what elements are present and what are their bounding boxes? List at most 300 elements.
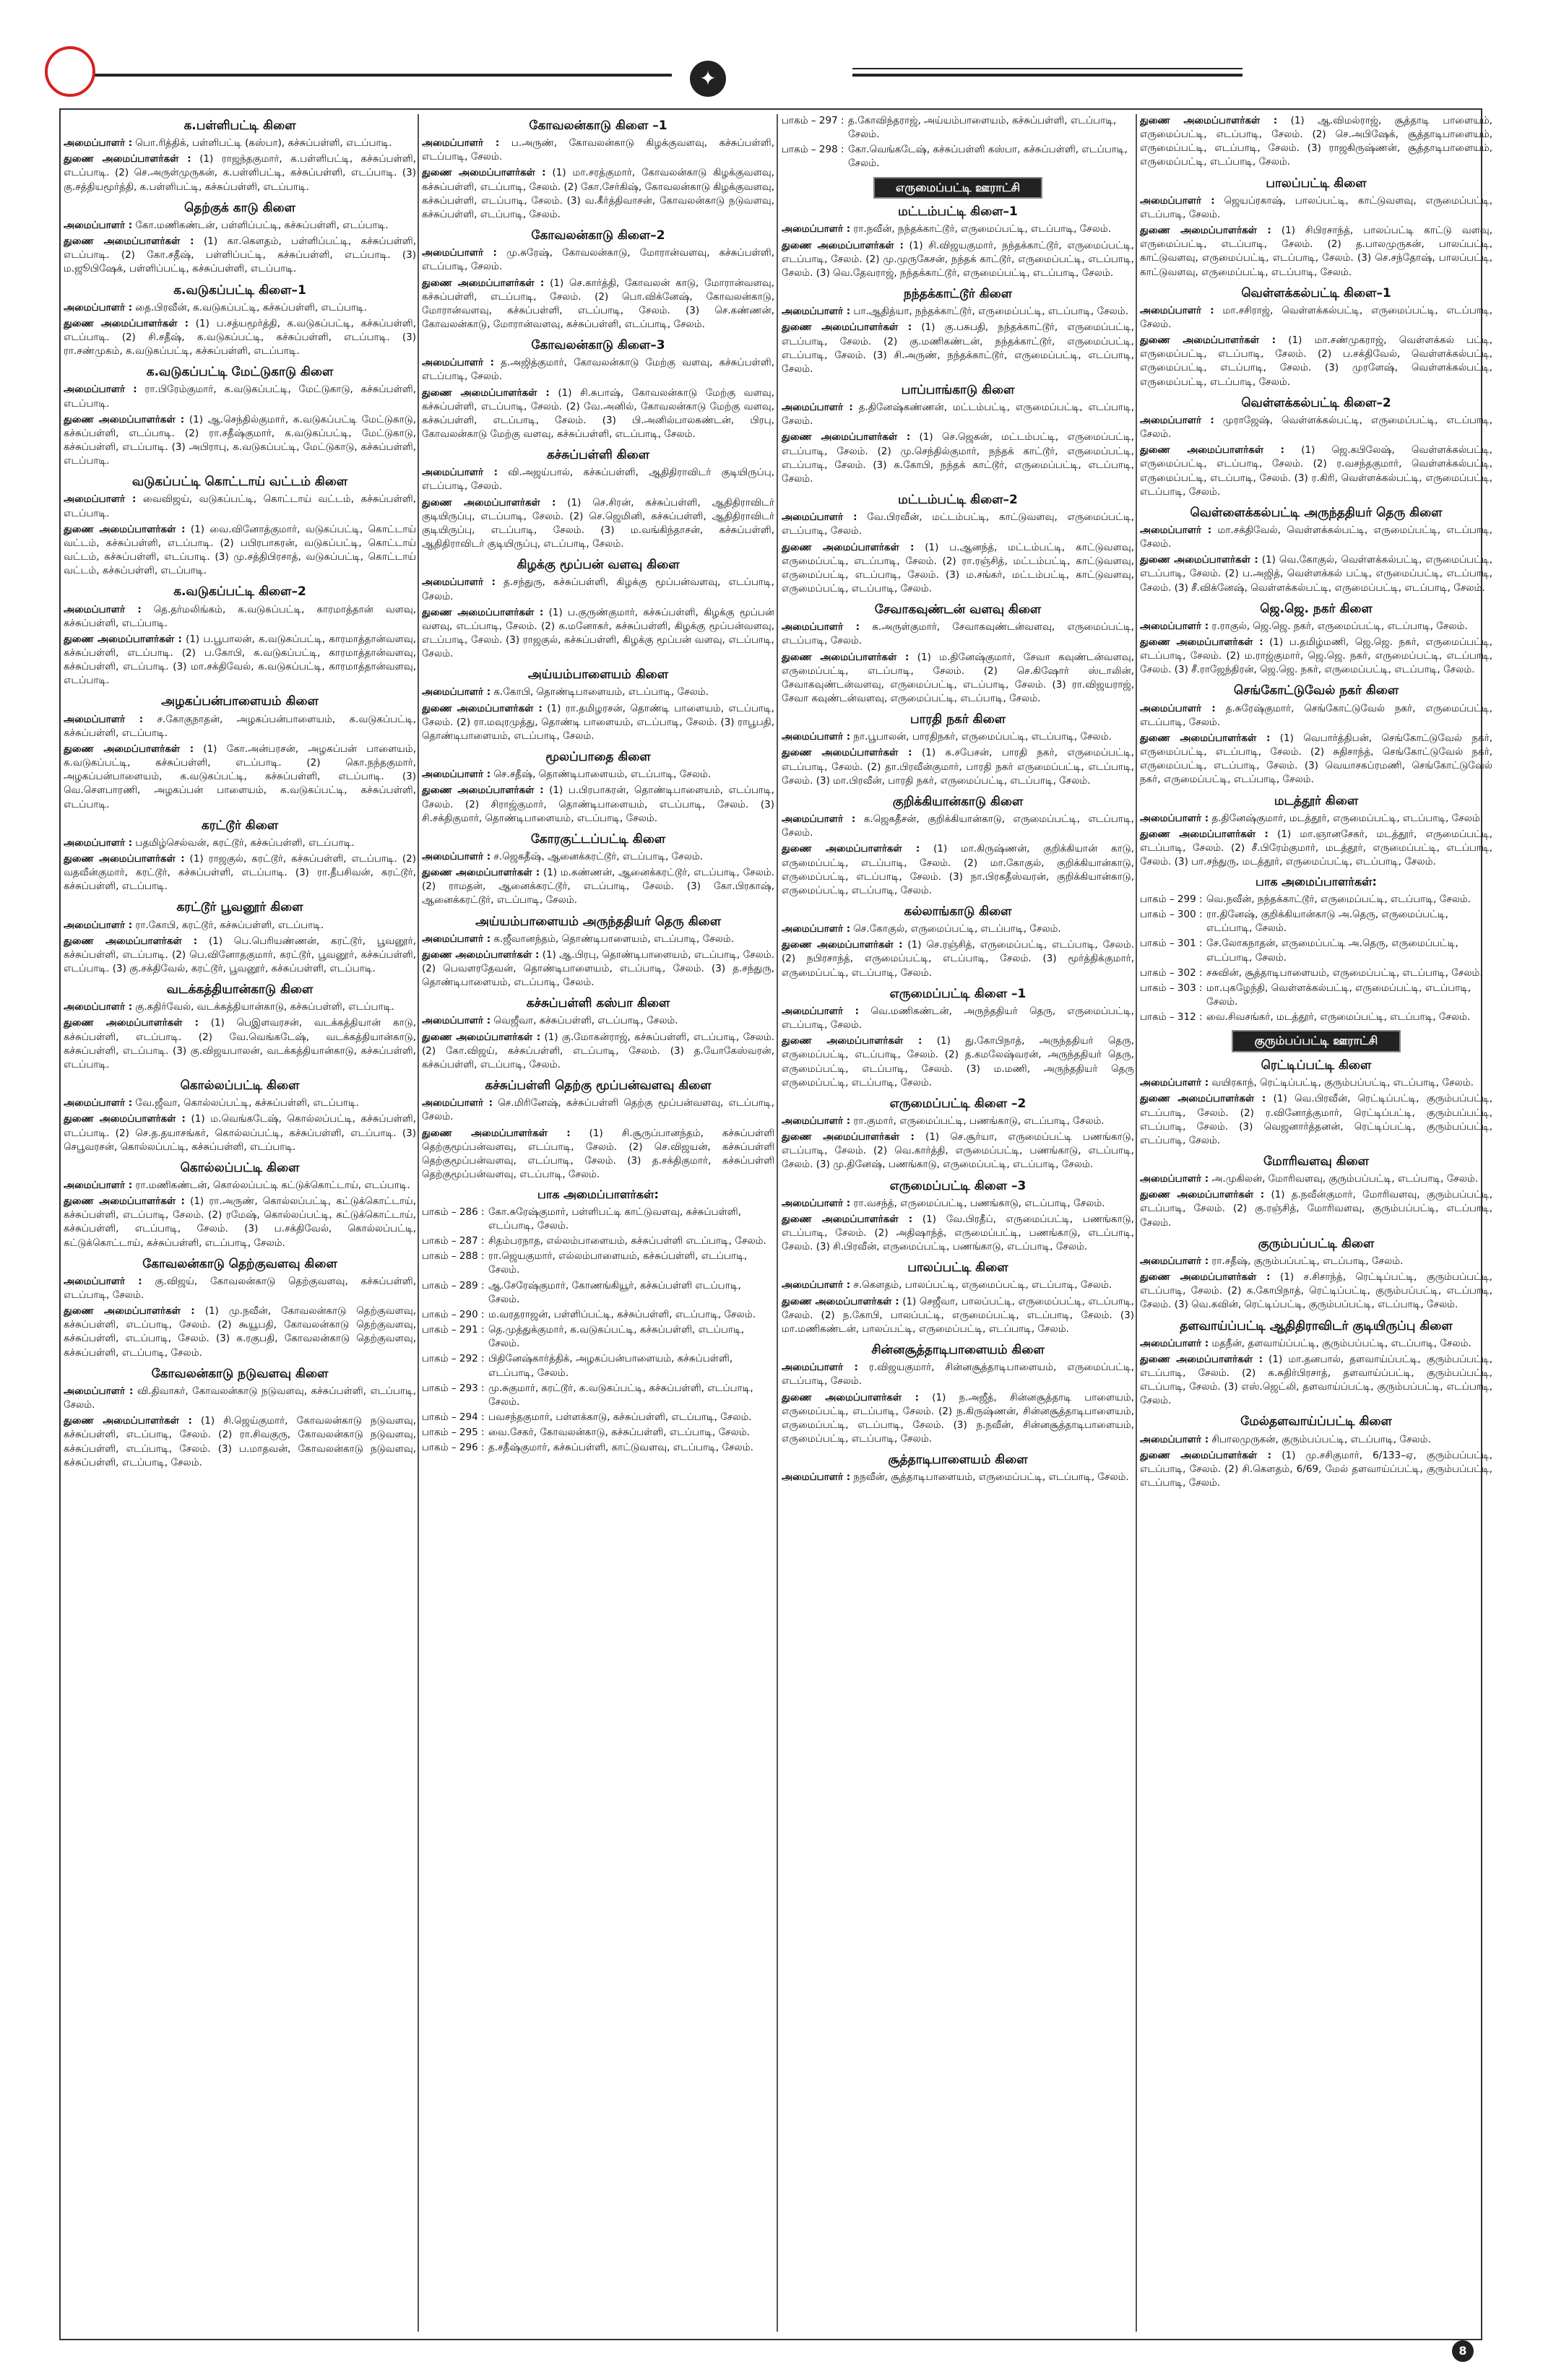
booth-number: பாகம் – 290 :	[422, 1308, 485, 1320]
member-entry	[1140, 304, 1492, 332]
member-entry	[1140, 1353, 1492, 1408]
member-entry	[1140, 224, 1492, 280]
member-text: (1) பெ.பெரியண்ணன், கரட்டூர், பூவனூர், கச்சுப்பள்ளி, எடப்பாடி. (2) பெ.வினோதகுமார், கரட்டூர், பூவனூர், கச்சுப்பள்ளி, எடப்பாடி. (3) கு.சக்திவேல், கரட்டூர், பூவனூர், கச்சுப்பள்ளி, எடப்பாடி.	[64, 935, 416, 974]
role-label: துணை அமைப்பாளர்கள் :	[782, 1131, 915, 1143]
member-text: (1) து.கோபிநாத், அருந்ததியர் தெரு, எருமைப்பட்டி, எடப்பாடி, சேலம். (2) த.கமலேஷ்வரன், அருந்ததியர் தெரு, எருமைப்பட்டி, எடப்பாடி, சேலம். (3) ம.மணி, அருந்ததியர் தெரு எருமைப்பட்டி, எடப்பாடி, சேலம்.	[782, 1035, 1134, 1089]
member-text: (1) ப.பிரபாகரன், தொண்டிபாளையம், எடப்பாடி, சேலம். (2) சிராஜ்குமார், தொண்டிபாளையம், எடப்பாடி, சேலம். (3) சி.சக்திகுமார், தொண்டிபாளையம், எடப்பாடி, சேலம்.	[422, 784, 774, 824]
header-rule-right	[852, 74, 1242, 77]
branch-title: மோரிவளவு கிளை	[1263, 1154, 1370, 1169]
role-label: அமைப்பாளர் :	[1140, 1337, 1209, 1349]
role-label: அமைப்பாளர் :	[64, 1179, 133, 1191]
role-label: துணை அமைப்பாளர்கள் :	[782, 939, 903, 951]
member-text: வி.அஜய்பால், கச்சுப்பள்ளி, ஆதிதிராவிடர் குடியிருப்பு, எடப்பாடி, சேலம்.	[422, 467, 774, 493]
booth-number: பாகம் – 303 :	[1140, 982, 1203, 994]
member-text: வே.பிரவீன், மட்டம்பட்டி, காட்டுவளவு, எருமைப்பட்டி, எடப்பாடி, சேலம்.	[782, 511, 1134, 537]
member-entry	[64, 1096, 416, 1110]
role-label: அமைப்பாளர் :	[1140, 620, 1209, 632]
member-entry	[422, 496, 774, 552]
branch-section	[1140, 114, 1492, 170]
role-label: துணை அமைப்பாளர்கள் :	[422, 784, 544, 797]
section-logo-circle	[45, 46, 95, 97]
role-label: துணை அமைப்பாளர்கள் :	[64, 743, 194, 755]
member-text: (1) ப.தமிழ்மணி, ஜெ.ஜெ. நகர், எருமைப்பட்டி, எடப்பாடி, சேலம். (2) ம.ராஜ்குமார், ஜெ.ஜெ. நகர், எருமைப்பட்டி, எடப்பாடி, சேலம். (3) சீ.ராஜேந்திரன், ஜெ.ஜெ. நகர், எருமைப்பட்டி, எடப்பாடி, சேலம்.	[1140, 636, 1492, 676]
member-text: மதநீன், தளவாய்ப்பட்டி, குரும்பப்பட்டி, எடப்பாடி, சேலம்.	[1211, 1337, 1471, 1349]
role-label: அமைப்பாளர் :	[64, 1275, 142, 1287]
role-label: துணை அமைப்பாளர்கள் :	[1140, 636, 1263, 648]
branch-section	[782, 985, 1134, 1090]
role-label: அமைப்பாளர் :	[782, 1005, 860, 1017]
member-text: த.சுரேஷ்குமார், செங்கோட்டுவேல் நகர், எருமைப்பட்டி, எடப்பாடி, சேலம்.	[1140, 702, 1492, 728]
member-text: (1) த.நவீன்குமார், மோரிவளவு, குரும்பப்பட்டி, எடப்பாடி, சேலம். (2) கு.ரஞ்சித், மோரிவளவு, குரும்பப்பட்டி, எடப்பாடி, சேலம்.	[1140, 1189, 1492, 1229]
member-text: த.சந்துரு, கச்சுப்பள்ளி, கிழக்கு மூப்பன்வளவு, எடப்பாடி, சேலம்.	[422, 576, 774, 602]
member-text: க.கோபி, தொண்டிபாளையம், எடப்பாடி, சேலம்.	[493, 686, 709, 698]
branch-title: எருமைப்பட்டி கிளை –1	[889, 986, 1026, 1001]
member-entry	[64, 743, 416, 812]
member-entry	[782, 922, 1134, 936]
role-label: அமைப்பாளர் :	[64, 384, 137, 396]
branch-section	[1140, 175, 1492, 280]
booth-number: பாகம் – 312 :	[1140, 1011, 1203, 1024]
branch-title: நந்தக்காட்டூர் கிளை	[903, 287, 1013, 302]
member-entry	[64, 1304, 416, 1360]
member-entry	[782, 730, 1134, 744]
branch-title: குறிக்கியான்காடு கிளை	[892, 794, 1024, 809]
booth-organizer: தெ.முத்துக்குமார், க.வடுகப்பட்டி, கச்சுப்பள்ளி, எடப்பாடி, சேலம்.	[488, 1324, 745, 1350]
branch-section	[64, 1077, 416, 1154]
role-label: அமைப்பாளர் :	[64, 1097, 133, 1109]
role-label: அமைப்பாளர் :	[64, 836, 133, 849]
booth-row	[422, 1426, 774, 1440]
member-entry	[422, 166, 774, 222]
member-entry	[64, 317, 416, 358]
branch-title: கோரகுட்டப்பட்டி கிளை	[530, 831, 666, 847]
branch-title: கோவலன்காடு கிளை–3	[531, 338, 665, 353]
branch-section	[782, 601, 1134, 706]
member-text: பா.ஆதித்யா, நந்தக்காட்டூர், எருமைப்பட்டி, எடப்பாடி, சேலம்.	[853, 306, 1129, 318]
branch-section	[64, 817, 416, 894]
booth-number: பாகம் – 287 :	[422, 1235, 485, 1247]
branch-section	[1140, 1235, 1492, 1312]
branch-title: எருமைப்பட்டி கிளை –3	[889, 1178, 1026, 1193]
booth-row	[1140, 982, 1492, 1009]
member-entry	[64, 836, 416, 850]
role-label: அமைப்பாளர் :	[782, 1362, 858, 1374]
member-text: செ.மிரினேஷ், கச்சுப்பள்ளி தெற்கு மூப்பன்வளவு, எடப்பாடி, சேலம்.	[422, 1097, 774, 1123]
booth-row	[422, 1234, 774, 1248]
member-entry	[1140, 524, 1492, 551]
role-label: துணை அமைப்பாளர்கள் :	[1140, 334, 1276, 347]
branch-title: வெள்ளைக்கல்பட்டி அருந்ததியர் தெரு கிளை	[1190, 505, 1443, 520]
role-label: துணை அமைப்பாளர்கள் :	[422, 167, 546, 179]
branch-section	[1140, 1153, 1492, 1230]
booth-row	[422, 1250, 774, 1277]
member-text: நா.பூபாலன், பாரதிநகர், எருமைப்பட்டி, எடப்பாடி, சேலம்.	[853, 731, 1112, 743]
branch-title: செங்கோட்டுவேல் நகர் கிளை	[1233, 683, 1399, 698]
booth-row	[1140, 966, 1492, 980]
role-label: துணை அமைப்பாளர்கள் :	[782, 843, 920, 855]
member-entry	[782, 1034, 1134, 1090]
booth-row	[1140, 908, 1492, 935]
role-label: துணை அமைப்பாளர்கள் :	[422, 496, 556, 509]
member-text: ச.கோகுநாதன், அழகப்பன்பாளையம், க.வடுகப்பட்டி, கச்சுப்பள்ளி, எடப்பாடி.	[64, 713, 416, 739]
role-label: அமைப்பாளர் :	[1140, 1433, 1209, 1445]
branch-title: கச்சுப்பள்ளி தெற்கு மூப்பன்வளவு கிளை	[485, 1078, 712, 1094]
branch-title: கரட்டூர் கிளை	[201, 818, 279, 833]
booth-organizer: பிதினேஷ்கார்த்திக், அழகப்பன்பாளையம், கச்சுப்பள்ளி, எடப்பாடி, சேலம்.	[488, 1353, 733, 1379]
booth-number: பாகம் – 294 :	[422, 1411, 485, 1424]
role-label: துணை அமைப்பாளர்கள் :	[64, 153, 191, 165]
booth-number: பாகம் – 301 :	[1140, 938, 1203, 950]
booth-row	[422, 1441, 774, 1455]
branch-section	[1140, 1413, 1492, 1490]
member-text: பொ.ரித்திக், பள்ளிபட்டி (கஸ்பா), கச்சுப்பள்ளி, எடப்பாடி.	[135, 137, 392, 150]
role-label: அமைப்பாளர் :	[64, 919, 133, 931]
header-rule-left	[94, 74, 672, 77]
role-label: அமைப்பாளர் :	[64, 1385, 134, 1397]
member-text: (1) சி.விஜயகுமார், நந்தக்காட்டூர், எருமைப்பட்டி, எடப்பாடி, சேலம். (2) மு.முருகேசன், நந்தக் காட்டூர், எருமைப்பட்டி, எடப்பாடி, சேலம். (3) வெ.தேவராஜ், நந்தக்காட்டூர், எருமைப்பட்டி, எடப்பாடி, சேலம்.	[782, 239, 1134, 279]
booth-row	[782, 114, 1134, 142]
member-entry	[422, 1096, 774, 1124]
role-label: அமைப்பாளர் :	[422, 247, 497, 259]
member-entry	[1140, 1449, 1492, 1490]
member-entry	[782, 1295, 1134, 1336]
booth-organizer: சிதம்பரநாத, எல்லம்பாளையம், கச்சுப்பள்ளி எடப்பாடி, சேலம்.	[488, 1235, 766, 1247]
member-entry	[1140, 553, 1492, 594]
branch-title: பாலப்பட்டி கிளை	[1266, 176, 1367, 191]
member-entry	[64, 633, 416, 688]
branch-section	[782, 1259, 1134, 1336]
branch-section	[64, 199, 416, 277]
role-label: துணை அமைப்பாளர்கள் :	[64, 633, 182, 645]
member-entry	[782, 511, 1134, 538]
member-text: வெ.மணிகண்டன், அருந்ததியர் தெரு, எருமைப்பட்டி, எடப்பாடி, சேலம்.	[782, 1005, 1134, 1031]
member-text: (1) கோ.அன்பரசன், அழகப்பன் பாளையம், க.வடுகப்பட்டி, கச்சுப்பள்ளி, எடப்பாடி. (2) கொ.நந்தகுமார், அழகப்பன்பாளையம், க.வடுகப்பட்டி, கச்சுப்பள்ளி, எடப்பாடி. (3) வெ.சௌபாரணி, அழகப்பன் பாளையம், க.வடுகப்பட்டி, கச்சுப்பள்ளி, எடப்பாடி.	[64, 743, 416, 810]
member-text: தெ.தர்மலிங்கம், க.வடுகப்பட்டி, காரமாத்தான் வளவு, கச்சுப்பள்ளி, எடப்பாடி.	[64, 603, 416, 629]
member-text: ர.ராகுல், ஜெ.ஜெ. நகர், எருமைப்பட்டி, எடப்பாடி, சேலம்.	[1211, 620, 1468, 632]
booth-organizer: ம.வரதராஜன், பள்ளிப்பட்டி, கச்சுப்பள்ளி, எடப்பாடி, சேலம்.	[488, 1308, 756, 1320]
member-text: ரா.நவீன், நந்தக்காட்டூர், எருமைப்பட்டி, எடப்பாடி, சேலம்.	[853, 223, 1112, 235]
branch-title: வெள்ளக்கல்பட்டி கிளை–1	[1241, 285, 1391, 300]
booth-organizer: பவசந்தகுமார், பள்ளக்காடு, கச்சுப்பள்ளி, எடப்பாடி, சேலம்.	[488, 1411, 752, 1424]
member-text: (1) மா.ஞானசேகர், மடத்தூர், எருமைப்பட்டி, எடப்பாடி, சேலம். (2) சீ.பிரேம்குமார், மடத்தூர், எருமைப்பட்டி, எடப்பாடி, சேலம். (3) பா.சந்துரு, மடத்தூர், எருமைப்பட்டி, எடப்பாடி, சேலம்.	[1140, 828, 1492, 868]
role-label: துணை அமைப்பாளர்கள் :	[1140, 554, 1258, 566]
member-text: (1) ப.குருண்குமார், கச்சுப்பள்ளி, கிழக்கு மூப்பன் வளவு, எடப்பாடி, சேலம். (2) க.மனோகர், கச்சுப்பள்ளி, கிழக்கு மூப்பன்வளவு, எடப்பாடி, சேலம். (3) ராஜகுல், கச்சுப்பள்ளி, கிழக்கு மூப்பன் வளவு, எடப்பாடி, சேலம்.	[422, 606, 774, 660]
member-text: (1) ராஜந்தகுமார், க.பள்ளிபட்டி, கச்சுப்பள்ளி, எடப்பாடி. (2) செ.அருள்முருகன், க.பள்ளிபட்டி, கச்சுப்பள்ளி, எடப்பாடி. (3) கு.சத்தியமூர்த்தி, க.பள்ளிபட்டி, கச்சுப்பள்ளி, எடப்பாடி.	[64, 153, 416, 193]
branch-title: கொல்லப்பட்டி கிளை	[180, 1160, 300, 1175]
member-entry	[422, 246, 774, 274]
member-entry	[64, 493, 416, 520]
member-entry	[422, 466, 774, 493]
branch-title: அய்யம்பாளையம் அருந்ததியர் தெரு கிளை	[475, 914, 722, 929]
column-divider-2	[777, 114, 778, 2332]
role-label: துணை அமைப்பாளர்கள் :	[782, 1391, 920, 1403]
role-label: அமைப்பாளர் :	[1140, 812, 1209, 824]
branch-title: சின்னசூத்தாடிபாளையம் கிளை	[871, 1343, 1045, 1358]
role-label: துணை அமைப்பாளர்கள் :	[1140, 1093, 1266, 1105]
role-label: அமைப்பாளர் :	[64, 493, 137, 506]
member-entry	[782, 1005, 1134, 1032]
member-text: (1) சி.சுபாஷ், கோவலன்காடு மேற்கு வளவு, கச்சுப்பள்ளி, எடப்பாடி, சேலம். (2) வே.அனில், கோவலன்காடு மேற்கு வளவு, கச்சுப்பள்ளி, எடப்பாடி, சேலம். (3) பி.அனில்பாலகண்டன், பிரபு, கோவலன்காடு மேற்கு வளவு, கச்சுப்பள்ளி, எடப்பாடி, சேலம்.	[422, 386, 774, 441]
member-text: (1) ஆ.பிரபு, தொண்டிபாளையம், எடப்பாடி, சேலம். (2) பெவளரதேவன், தொண்டிபாளையம், எடப்பாடி, சேலம். (3) த.சந்துரு, தொண்டிபாளையம், எடப்பாடி, சேலம்.	[422, 948, 774, 989]
booth-number: பாகம் – 302 :	[1140, 966, 1203, 979]
booth-number: பாகம் – 299 :	[1140, 893, 1203, 905]
member-entry	[64, 235, 416, 276]
member-entry	[1140, 334, 1492, 389]
member-text: (1) ஆ.செந்தில்குமார், க.வடுகப்பட்டி மேட்டுகாடு, கச்சுப்பள்ளி, எடப்பாடி. (2) ரா.சதீஷ்குமார், க.வடுகப்பட்டி, மேட்டுகாடு, கச்சுப்பள்ளி, எடப்பாடி. (3) அபிராபு, க.வடுகப்பட்டி, மேட்டுகாடு, கச்சுப்பள்ளி, எடப்பாடி.	[64, 413, 416, 467]
member-text: ச.கௌதம், பாலப்பட்டி, எருமைப்பட்டி, எடப்பாடி, சேலம்.	[853, 1279, 1112, 1291]
role-label: துணை அமைப்பாளர்கள் :	[1140, 1189, 1265, 1201]
member-entry	[64, 852, 416, 893]
role-label: அமைப்பாளர் :	[64, 137, 133, 150]
booth-organizer: மா.புகழேந்தி, வெள்ளக்கல்பட்டி, எருமைப்பட்டி, எடப்பாடி, சேலம்.	[1206, 982, 1471, 1008]
member-text: (1) ராஜகுல், கரட்டூர், கச்சுப்பள்ளி, எடப்பாடி. (2) வதவீன்குமார், கரட்டூர், கச்சுப்பள்ளி, எடப்பாடி. (3) ரா.தீபசிவன், கரட்டூர், கச்சுப்பள்ளி, எடப்பாடி.	[64, 852, 416, 893]
branch-section	[64, 473, 416, 578]
branch-title: கோவலன்காடு கிளை –1	[529, 118, 667, 133]
branch-section	[1140, 600, 1492, 678]
role-label: அமைப்பாளர் :	[64, 1001, 133, 1013]
member-text: (1) மா.கிருஷ்ணன், குறிக்கியான் காடு, எருமைப்பட்டி, எடப்பாடி, சேலம். (2) மா.கோகுல், குறிக்கியான்காடு, எருமைப்பட்டி, எடப்பாடி, சேலம். (3) நா.பிரகதீஸ்வரன், குறிக்கியான்காடு, எருமைப்பட்டி, எடப்பாடி, சேலம்.	[782, 843, 1134, 896]
member-text: கு.விஜய், கோவலன்காடு தெற்குவளவு, கச்சுப்பள்ளி, எடப்பாடி, சேலம்.	[64, 1275, 416, 1301]
branch-section	[64, 981, 416, 1072]
member-text: (1) சி.சூருப்பானந்தம், கச்சுப்பள்ளி தெற்குமூப்பன்வளவு, எடப்பாடி, சேலம். (2) செ.விஜயன், கச்சுப்பள்ளி தெற்குமூப்பன்வளவு, எடப்பாடி, சேலம். (3) த.சக்திகுமார், கச்சுப்பள்ளி தெற்குமூப்பன்வளவு, எடப்பாடி, சேலம்.	[422, 1127, 774, 1180]
role-label: துணை அமைப்பாளர்கள் :	[64, 1195, 185, 1208]
member-text: (1) ஆ.விமல்ராஜ், சூத்தாடி பாளையம், எருமைப்பட்டி, எடப்பாடி, சேலம். (2) செ.அபிஷேக், சூத்தாடிபாளையம், எருமைப்பட்டி, எடப்பாடி, சேலம். (3) ராஜகிருஷ்ணன், சூத்தாடிபாளையம், எருமைப்பட்டி, எடப்பாடி, சேலம்.	[1140, 115, 1492, 168]
role-label: அமைப்பாளர் :	[782, 621, 860, 633]
booth-number: பாகம் – 286 :	[422, 1206, 485, 1218]
role-label: அமைப்பாளர் :	[782, 1115, 851, 1127]
member-entry	[422, 932, 774, 946]
branch-section	[782, 1177, 1134, 1255]
role-label: துணை அமைப்பாளர்கள் :	[1140, 115, 1278, 126]
role-label: துணை அமைப்பாளர்கள் :	[782, 651, 909, 663]
role-label: அமைப்பாளர் :	[422, 467, 498, 479]
member-text: கு.கதிர்வேல், வடக்கத்தியான்காடு, கச்சுப்பள்ளி, எடப்பாடி.	[135, 1001, 394, 1013]
member-entry	[782, 305, 1134, 319]
member-entry	[64, 137, 416, 150]
role-label: அமைப்பாளர் :	[422, 850, 491, 862]
masthead-emblem: ✦	[690, 61, 726, 97]
branch-section	[422, 337, 774, 441]
booth-row	[782, 143, 1134, 170]
member-text: த.அஜித்குமார், கோவலன்காடு மேற்கு வளவு, கச்சுப்பள்ளி, எடப்பாடி, சேலம்.	[422, 357, 774, 383]
member-text: (1) செஜீவா, பாலப்பட்டி, எருமைப்பட்டி, எடப்பாடி, சேலம். (2) ந.கோபி, பாலப்பட்டி, எருமைப்பட்டி, எடப்பாடி, சேலம். (3) மா.மணிகண்டன், பாலப்பட்டி, எருமைப்பட்டி, எடப்பாடி, சேலம்.	[782, 1295, 1134, 1335]
member-entry	[422, 386, 774, 442]
booth-number: பாகம் – 295 :	[422, 1427, 485, 1439]
branch-title: கோவலன்காடு தெற்குவளவு கிளை	[142, 1256, 337, 1271]
branch-section	[64, 282, 416, 359]
member-text: முராஜேஷ், வெள்ளக்கல்பட்டி, எருமைப்பட்டி, எடப்பாடி, சேலம்.	[1140, 414, 1492, 441]
branch-title: சூத்தாடிபாளையம் கிளை	[888, 1453, 1028, 1468]
role-label: துணை அமைப்பாளர்கள் :	[64, 1113, 186, 1125]
branch-title: பாரதி நகர் கிளை	[909, 712, 1006, 727]
member-text: ரா.கோபி, கரட்டூர், கச்சுப்பள்ளி, எடப்பாடி.	[135, 919, 324, 931]
member-text: (1) கு.பசுபதி, நந்தக்காட்டூர், எருமைப்பட்டி, எடப்பாடி, சேலம். (2) கு.மணிகண்டன், நந்தக்காட்டூர், எருமைப்பட்டி, எடப்பாடி, சேலம். (3) சி.அருண், நந்தக்காட்டூர், எருமைப்பட்டி, எடப்பாடி, சேலம்.	[782, 321, 1134, 375]
member-text: செ.கோகுல், எருமைப்பட்டி, எடப்பாடி, சேலம்.	[853, 923, 1061, 935]
member-entry	[782, 321, 1134, 376]
member-text: (1) செ.கார்த்தி, கோவலன் காடு, மோரான்வளவு, கச்சுப்பள்ளி, எடப்பாடி, சேலம். (2) பொ.விக்னேஷ், கோவலன்காடு, மோரான்வளவு, கச்சுப்பள்ளி, எடப்பாடி, சேலம். (3) செ.கண்ணன், கோவலன்காடு, மோரான்வளவு, கச்சுப்பள்ளி, எடப்பாடி, சேலம்.	[422, 277, 774, 330]
role-label: துணை அமைப்பாளர்கள் :	[422, 277, 545, 289]
role-label: துணை அமைப்பாளர்கள் :	[422, 702, 543, 714]
member-text: ர.விஜயகுமார், சின்னசூத்தாடிபாளையம், எருமைப்பட்டி, எடப்பாடி, சேலம்.	[782, 1362, 1134, 1388]
member-text: (1) செ.ஜெகன், மட்டம்பட்டி, எருமைப்பட்டி, எடப்பாடி, சேலம். (2) மு.செந்தில்குமார், நந்தக் காட்டூர், எருமைப்பட்டி, எடப்பாடி, சேலம். (3) க.கோபி, நந்தக் காட்டூர், எருமைப்பட்டி, எடப்பாடி, சேலம்.	[782, 431, 1134, 485]
member-text: (1) ம.கண்ணன், ஆனைக்கரட்டூர், எடப்பாடி, சேலம். (2) ராமதன், ஆனைக்கரட்டூர், எடப்பாடி, சேலம். (3) கோ.பிரகாஷ், ஆனைக்கரட்டூர், எடப்பாடி, சேலம்.	[422, 867, 774, 906]
member-text: (1) பெஇளவரசன், வடக்கத்தியான் காடு, கச்சுப்பள்ளி, எடப்பாடி. (2) வே.வெங்கடேஷ், வடக்கத்தியான்காடு, கச்சுப்பள்ளி, எடப்பாடி. (3) கு.விஜயபாலன், வடக்கத்தியான்காடு, கச்சுப்பள்ளி, எடப்பாடி.	[64, 1017, 416, 1070]
member-entry	[1140, 828, 1492, 869]
column-divider-1	[418, 114, 419, 2332]
booth-row	[1140, 937, 1492, 964]
role-label: துணை அமைப்பாளர்கள் :	[782, 747, 912, 759]
member-entry	[1140, 732, 1492, 787]
role-label: அமைப்பாளர் :	[782, 1471, 851, 1484]
role-label: துணை அமைப்பாளர்கள் :	[1140, 1271, 1271, 1284]
role-label: அமைப்பாளர் :	[422, 137, 500, 150]
booth-row	[1140, 893, 1492, 906]
member-entry	[64, 152, 416, 194]
member-text: மா.சக்திவேல், வெள்ளக்கல்பட்டி, எருமைப்பட்டி, எடப்பாடி, சேலம்.	[1140, 524, 1492, 550]
branch-section	[782, 903, 1134, 980]
booth-row	[422, 1323, 774, 1351]
role-label: அமைப்பாளர் :	[1140, 1077, 1209, 1089]
member-text: வே.ஜீவா, கொல்லப்பட்டி, கச்சுப்பள்ளி, எடப்பாடி.	[135, 1097, 359, 1109]
member-text: க.ஜீவானந்தம், தொண்டிபாளையம், எடப்பாடி, சேலம்.	[493, 932, 735, 945]
member-text: (1) ப.ஆனந்த், மட்டம்பட்டி, காட்டுவளவு, எருமைப்பட்டி, எடப்பாடி, சேலம். (2) ரா.ரஞ்சித், மட்டம்பட்டி, காட்டுவளவு, எருமைப்பட்டி, எடப்பாடி, சேலம். (3) ம.சங்கர், மட்டம்பட்டி, காட்டுவளவு, எருமைப்பட்டி, எடப்பாடி, சேலம்.	[782, 541, 1134, 594]
branch-title: ஜெ.ஜெ. நகர் கிளை	[1260, 601, 1373, 616]
role-label: துணை அமைப்பாளர்கள் :	[64, 852, 185, 865]
branch-section	[64, 1159, 416, 1250]
role-label: துணை அமைப்பாளர்கள் :	[1140, 225, 1271, 237]
booth-organizer: கோ.சுரேஷ்குமார், பள்ளிபட்டி காட்டுவளவு, கச்சுப்பள்ளி, எடப்பாடி, சேலம்.	[488, 1206, 741, 1232]
member-entry	[422, 1014, 774, 1028]
booth-row	[422, 1279, 774, 1307]
role-label: அமைப்பாளர் :	[1140, 414, 1214, 426]
member-text: (1) மா.சரத்குமார், கோவலன்காடு கிழக்குவளவு, கச்சுப்பள்ளி, எடப்பாடி, சேலம். (2) கோ.சேர்கிஷ், கோவலன்காடு கிழக்குவளவு, கச்சுப்பள்ளி, எடப்பாடி, சேலம். (3) வ.கீர்த்திவாசன், கோவலன்காடு நடுவளவு, கச்சுப்பள்ளி, எடப்பாடி, சேலம்.	[422, 167, 774, 220]
member-text: (1) மு.நவீன், கோவலன்காடு தெற்குவளவு, கச்சுப்பள்ளி, எடப்பாடி, சேலம். (2) கூயூபதி, கோவலன்காடு தெற்குவளவு, கச்சுப்பள்ளி, எடப்பாடி, சேலம். (3) க.ரகுபதி, கோவலன்காடு தெற்குவளவு, கச்சுப்பள்ளி, எடப்பாடி, சேலம்.	[64, 1305, 416, 1359]
member-text: (1) ச.சிசாந்த், ரெட்டிப்பட்டி, குரும்பப்பட்டி, எடப்பாடி, சேலம். (2) க.கோபிநாத், ரெட்டிப்பட்டி, குரும்பப்பட்டி, எடப்பாடி, சேலம். (3) வெ.கவின், ரெட்டிப்பட்டி, குரும்பப்பட்டி, எடப்பாடி, சேலம்.	[1140, 1271, 1492, 1311]
booth-organizer: மு.சுகுமார், கரட்டூர், க.வடுகப்பட்டி, கச்சுப்பள்ளி, எடப்பாடி, சேலம்.	[488, 1382, 753, 1408]
role-label: அமைப்பாளர் :	[422, 1097, 493, 1109]
member-text: வயிரகாந், ரெட்டிப்பட்டி, குரும்பப்பட்டி, எடப்பாடி, சேலம்.	[1211, 1077, 1474, 1089]
member-entry	[422, 606, 774, 662]
member-text: ஜெயப்ரகாஷ், பாலப்பட்டி, காட்டுவளவு, எருமைப்பட்டி, எடப்பாடி, சேலம்.	[1140, 194, 1492, 220]
member-text: அ.முகிலன், மோரிவளவு, குரும்பப்பட்டி, எடப்பாடி, சேலம்.	[1211, 1173, 1479, 1185]
booth-row	[1140, 1011, 1492, 1024]
member-text: (1) செ.சிரன், கச்சுப்பள்ளி, ஆதிதிராவிடர் குடியிருப்பு, எடப்பாடி, சேலம். (2) செ.ஜெமினி, கச்சுப்பள்ளி, ஆதிதிராவிடர் குடியிருப்பு, எடப்பாடி, சேலம். (3) ம.வங்கிந்தாசன், கச்சுப்பள்ளி, ஆதிதிராவிடர் குடியிருப்பு, எடப்பாடி, சேலம்.	[422, 496, 774, 550]
role-label: துணை அமைப்பாளர்கள் :	[782, 1213, 913, 1225]
member-entry	[1140, 1271, 1492, 1312]
booth-number: பாகம் – 291 :	[422, 1324, 485, 1336]
branch-title: க.பள்ளிபட்டி கிளை	[183, 118, 296, 133]
role-label: அமைப்பாளர் :	[1140, 1255, 1209, 1267]
booth-organizers-heading: பாக அமைப்பாளர்கள்:	[537, 1187, 659, 1202]
member-entry	[64, 523, 416, 579]
member-text: (1) வெபார்த்திபன், செங்கோட்டுவேல் நகர், எருமைப்பட்டி, எடப்பாடி, சேலம். (2) சுதிசாந்த், செங்கோட்டுவேல் நகர், எருமைப்பட்டி, எடப்பாடி, சேலம். (3) வெயாசகப்ரமணி, செங்கோட்டுவேல் நகர், எருமைப்பட்டி, எடப்பாடி, சேலம்.	[1140, 732, 1492, 786]
member-text: செ.சதீஷ், தொண்டிபாளையம், எடப்பாடி, சேலம்.	[493, 769, 712, 781]
member-entry	[782, 813, 1134, 840]
role-label: துணை அமைப்பாளர்கள் :	[1140, 732, 1271, 744]
member-entry	[422, 702, 774, 743]
role-label: அமைப்பாளர் :	[422, 769, 491, 781]
member-entry	[1140, 114, 1492, 170]
role-label: அமைப்பாளர் :	[782, 1197, 851, 1209]
booth-number: பாகம் – 298 :	[782, 144, 844, 156]
member-entry	[64, 919, 416, 932]
role-label: துணை அமைப்பாளர்கள் :	[782, 321, 912, 334]
member-text: ரா.பிரேம்குமார், க.வடுகப்பட்டி, மேட்டுகாடு, கச்சுப்பள்ளி, எடப்பாடி.	[64, 384, 416, 410]
role-label: அமைப்பாளர் :	[422, 357, 494, 369]
member-text: ரா.வசந்த், எருமைப்பட்டி, பணங்காடு, எடப்பாடி, சேலம்.	[853, 1197, 1105, 1209]
member-entry	[422, 137, 774, 164]
member-entry	[422, 277, 774, 332]
member-text: (1) க.சபேசன், பாரதி நகர், எருமைப்பட்டி, எடப்பாடி, சேலம். (2) தா.பிரவீன்குமார், பாரதி நகர் எருமைப்பட்டி, எடப்பாடி, சேலம். (3) மா.பிரவீன், பாரதி நகர், எருமைப்பட்டி, எடப்பாடி, சேலம்.	[782, 747, 1134, 787]
member-entry	[64, 1179, 416, 1193]
role-label: துணை அமைப்பாளர்கள் :	[64, 935, 198, 947]
role-label: அமைப்பாளர் :	[64, 603, 142, 615]
branch-title: கல்லாங்காடு கிளை	[904, 904, 1012, 919]
role-label: துணை அமைப்பாளர்கள் :	[422, 1031, 541, 1043]
role-label: துணை அமைப்பாளர்கள் :	[422, 606, 544, 618]
member-entry	[64, 603, 416, 631]
booth-organizer: வை.சிவசங்கர், மடத்தூர், எருமைப்பட்டி, எடப்பாடி, சேலம்.	[1206, 1011, 1471, 1024]
member-entry	[64, 1112, 416, 1154]
branch-title: கொல்லப்பட்டி கிளை	[180, 1078, 300, 1094]
member-entry	[422, 768, 774, 782]
member-text: (1) ரா.அருண், கொல்லப்பட்டி, கட்டுக்கொட்டாய், கச்சுப்பள்ளி, எடப்பாடி, சேலம். (2) ரமேஷ், கொல்லப்பட்டி, கட்டுக்கொட்டாய், கச்சுப்பள்ளி, எடப்பாடி, சேலம். (3) ப.சக்திவேல், கொல்லப்பட்டி, கட்டுக்கொட்டாய், கச்சுப்பள்ளி, எடப்பாடி, சேலம்.	[64, 1195, 416, 1249]
branch-section	[782, 1341, 1134, 1446]
booth-number: பாகம் – 288 :	[422, 1250, 485, 1263]
member-entry	[782, 1278, 1134, 1292]
branch-title: குரும்பப்பட்டி கிளை	[1258, 1236, 1375, 1251]
member-entry	[782, 651, 1134, 706]
role-label: துணை அமைப்பாளர்கள் :	[782, 1295, 899, 1307]
member-text: (1) செ.சூர்யா, எருமைப்பட்டி பணங்காடு, எடப்பாடி, சேலம். (2) வெ.கார்த்தி, எருமைப்பட்டி, பணங்காடு, எடப்பாடி, சேலம். (3) மு.தினேஷ், பணங்காடு, எருமைப்பட்டி, எடப்பாடி, சேலம்.	[782, 1131, 1134, 1171]
member-text: வைவிஜய், வடுகப்பட்டி, கொட்டாய் வட்டம், கச்சுப்பள்ளி, எடப்பாடி.	[64, 493, 416, 519]
member-entry	[1140, 1092, 1492, 1148]
member-text: (1) ப.பூபாலன், க.வடுகப்பட்டி, காரமாத்தான்வளவு, கச்சுப்பள்ளி, எடப்பாடி. (2) ப.கோபி, க.வடுகப்பட்டி, காரமாத்தான்வளவு, கச்சுப்பள்ளி, எடப்பாடி. (3) மா.சக்திவேல், க.வடுகப்பட்டி, காரமாத்தான்வளவு, எடப்பாடி.	[64, 633, 416, 687]
member-text: த.தினேஷ்கண்ணன், மட்டம்பட்டி, எருமைப்பட்டி, எடப்பாடி, சேலம்.	[782, 402, 1134, 428]
role-label: அமைப்பாளர் :	[64, 713, 144, 725]
member-entry	[782, 620, 1134, 648]
branch-section	[782, 203, 1134, 280]
member-text: மா.சசிராஜ், வெள்ளக்கல்பட்டி, எருமைப்பட்டி, எடப்பாடி, சேலம்.	[1140, 304, 1492, 330]
branch-title: பாலப்பட்டி கிளை	[907, 1260, 1008, 1276]
role-label: துணை அமைப்பாளர்கள் :	[782, 541, 915, 553]
member-entry	[64, 1000, 416, 1014]
role-label: அமைப்பாளர் :	[1140, 304, 1214, 316]
branch-title: ரெட்டிப்பட்டி கிளை	[1261, 1058, 1372, 1073]
role-label: துணை அமைப்பாளர்கள் :	[422, 867, 540, 879]
branch-section	[422, 913, 774, 990]
member-entry	[422, 356, 774, 384]
member-text: ரா.சதீஷ், குரும்பப்பட்டி, எடப்பாடி, சேலம்.	[1211, 1255, 1404, 1267]
role-label: அமைப்பாளர் :	[1140, 194, 1215, 207]
branch-title: தளவாய்ப்பட்டி ஆதிதிராவிடர் குடியிருப்பு கிளை	[1180, 1318, 1453, 1333]
role-label: அமைப்பாளர் :	[422, 576, 496, 589]
member-entry	[64, 713, 416, 740]
column-1	[64, 114, 416, 2332]
member-text: (1) செ.ரஞ்சித், எருமைப்பட்டி, எடப்பாடி, சேலம். (2) நபிரசாந்த், எருமைப்பட்டி, எடப்பாடி, சேலம். (3) மூர்த்திக்குமார், எருமைப்பட்டி, எடப்பாடி, சேலம்.	[782, 939, 1134, 979]
role-label: அமைப்பாளர் :	[782, 306, 851, 318]
panchayat-banner-kurumbapatti: குரும்பப்பட்டி ஊராட்சி	[1232, 1030, 1401, 1052]
member-text: பதமிழ்செல்வன், கரட்டூர், கச்சுப்பள்ளி, எடப்பாடி.	[135, 836, 355, 849]
branch-section	[782, 285, 1134, 376]
branch-section	[422, 831, 774, 908]
member-text: க.ஜெகதீசன், குறிக்கியான்காடு, எருமைப்பட்டி, எடப்பாடி, சேலம்.	[782, 813, 1134, 839]
role-label: துணை அமைப்பாளர்கள் :	[64, 317, 189, 329]
member-entry	[1140, 1433, 1492, 1447]
branch-section	[782, 711, 1134, 788]
member-text: மு.சுரேஷ், கோவலன்காடு, மோரான்வளவு, கச்சுப்பள்ளி, எடப்பாடி, சேலம்.	[422, 247, 774, 273]
member-entry	[1140, 194, 1492, 222]
